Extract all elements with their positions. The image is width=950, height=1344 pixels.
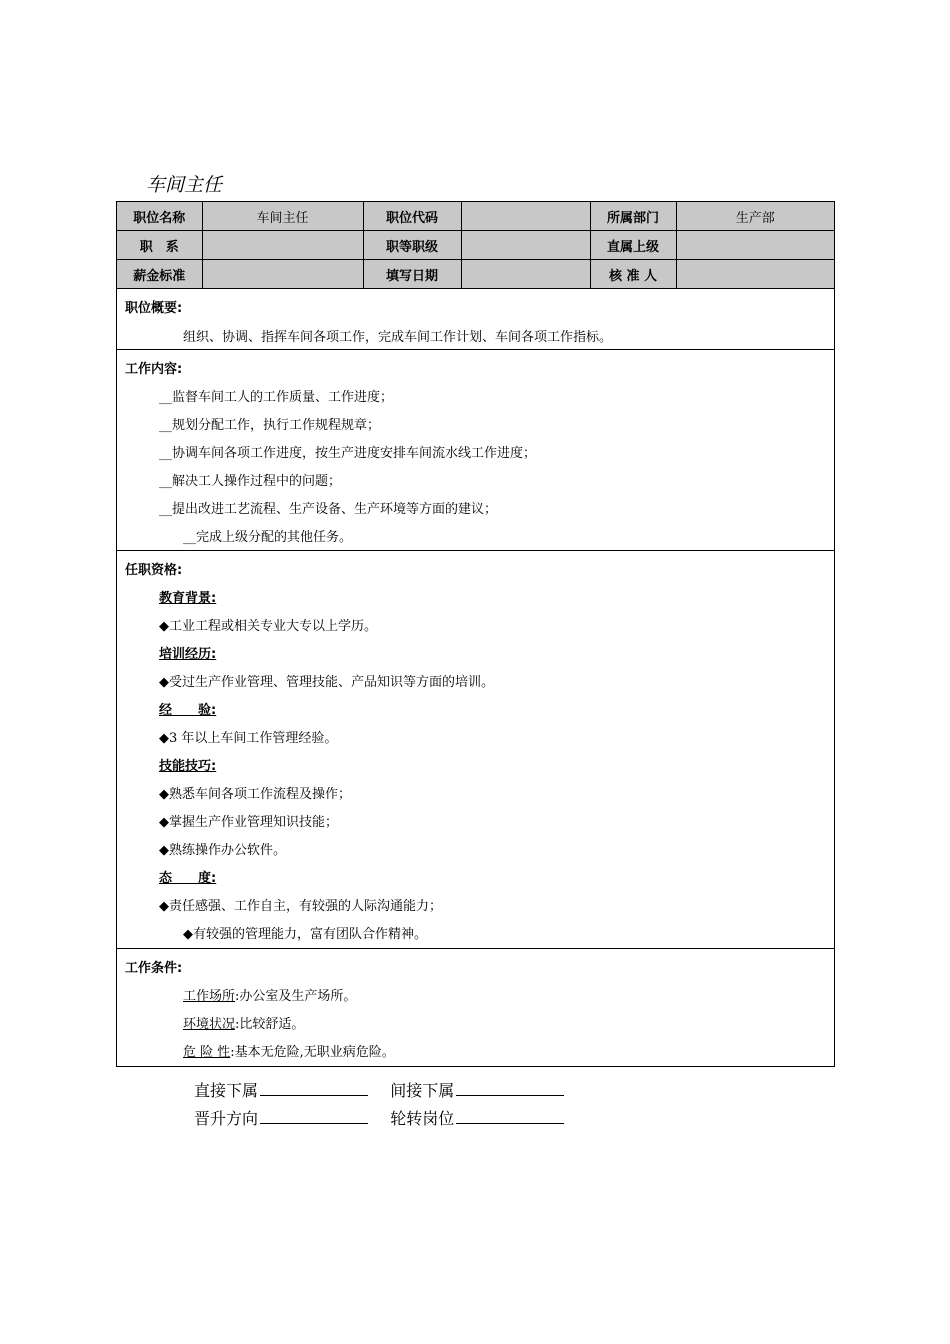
- conditions-section: [117, 949, 834, 1066]
- duty-item: __提出改进工艺流程、生产设备、生产环境等方面的建议；: [159, 502, 498, 517]
- position-code-value[interactable]: [461, 202, 590, 231]
- duty-item: __规划分配工作，执行工作规程规章；: [159, 418, 381, 433]
- workplace-value: :办公室及生产场所。: [235, 989, 357, 1004]
- training-text: ◆受过生产作业管理、管理技能、产品知识等方面的培训。: [159, 675, 494, 690]
- duties-title: 工作内容:: [125, 362, 183, 377]
- rotation-label: 轮转岗位: [390, 1109, 455, 1128]
- department-value[interactable]: 生产部: [676, 202, 834, 231]
- conditions-title: 工作条件:: [125, 961, 183, 976]
- duty-item: __监督车间工人的工作质量、工作进度；: [159, 390, 394, 405]
- skill-item: ◆掌握生产作业管理知识技能；: [159, 815, 338, 830]
- footer-row-reports: [194, 1078, 564, 1101]
- fill-date-value[interactable]: [461, 260, 590, 289]
- summary-text: 组织、协调、指挥车间各项工作，完成车间工作计划、车间各项工作指标。: [183, 330, 613, 345]
- supervisor-label: 直属上级: [590, 231, 676, 260]
- promotion-blank[interactable]: [260, 1109, 368, 1124]
- workplace-label: 工作场所: [183, 989, 236, 1004]
- duty-item: __解决工人操作过程中的问题；: [159, 474, 342, 489]
- skill-item: ◆熟练操作办公软件。: [159, 843, 286, 858]
- attitude-label: 态 度:: [159, 871, 217, 886]
- qualifications-section: [117, 551, 834, 949]
- salary-label: 薪金标准: [117, 260, 202, 289]
- job-description-form: [116, 201, 835, 1067]
- duty-item: __协调车间各项工作进度，按生产进度安排车间流水线工作进度；: [159, 446, 537, 461]
- header-row: [117, 231, 834, 260]
- qualifications-title: 任职资格:: [125, 563, 183, 578]
- risk-value: :基本无危险,无职业病危险。: [230, 1045, 395, 1060]
- grade-value[interactable]: [461, 231, 590, 260]
- position-name-label: 职位名称: [117, 202, 202, 231]
- duty-item: __完成上级分配的其他任务。: [183, 530, 353, 545]
- environment-value: :比较舒适。: [235, 1017, 305, 1032]
- footer-row-career: [194, 1106, 564, 1129]
- indirect-reports-blank[interactable]: [456, 1081, 564, 1096]
- experience-label: 经 验:: [159, 703, 217, 718]
- job-family-label: 职 系: [117, 231, 202, 260]
- training-label: 培训经历:: [159, 647, 217, 662]
- education-text: ◆工业工程或相关专业大专以上学历。: [159, 619, 377, 634]
- attitude-item: ◆有较强的管理能力，富有团队合作精神。: [183, 927, 427, 942]
- header-table: [117, 202, 834, 289]
- promotion-label: 晋升方向: [194, 1109, 259, 1128]
- education-label: 教育背景:: [159, 591, 217, 606]
- attitude-item: ◆责任感强、工作自主，有较强的人际沟通能力；: [159, 899, 442, 914]
- salary-value[interactable]: [202, 260, 363, 289]
- environment-line: [183, 1013, 304, 1032]
- direct-reports-label: 直接下属: [194, 1081, 259, 1100]
- header-row: [117, 202, 834, 231]
- department-label: 所属部门: [590, 202, 676, 231]
- summary-section: [117, 289, 834, 350]
- approver-value[interactable]: [676, 260, 834, 289]
- skills-label: 技能技巧:: [159, 759, 217, 774]
- position-name-value[interactable]: 车间主任: [202, 202, 363, 231]
- environment-label: 环境状况: [183, 1017, 236, 1032]
- duties-section: [117, 350, 834, 551]
- risk-label: 危 险 性: [183, 1045, 231, 1060]
- skill-item: ◆熟悉车间各项工作流程及操作；: [159, 787, 351, 802]
- approver-label: 核 准 人: [590, 260, 676, 289]
- workplace-line: [183, 985, 356, 1004]
- position-code-label: 职位代码: [363, 202, 461, 231]
- summary-title: 职位概要:: [125, 301, 183, 316]
- direct-reports-blank[interactable]: [260, 1081, 368, 1096]
- experience-text: ◆3 年以上车间工作管理经验。: [159, 731, 338, 746]
- job-family-value[interactable]: [202, 231, 363, 260]
- supervisor-value[interactable]: [676, 231, 834, 260]
- fill-date-label: 填写日期: [363, 260, 461, 289]
- rotation-blank[interactable]: [456, 1109, 564, 1124]
- document-title: 车间主任: [146, 174, 223, 196]
- indirect-reports-label: 间接下属: [390, 1081, 455, 1100]
- header-row: [117, 260, 834, 289]
- grade-label: 职等职级: [363, 231, 461, 260]
- risk-line: [183, 1041, 395, 1060]
